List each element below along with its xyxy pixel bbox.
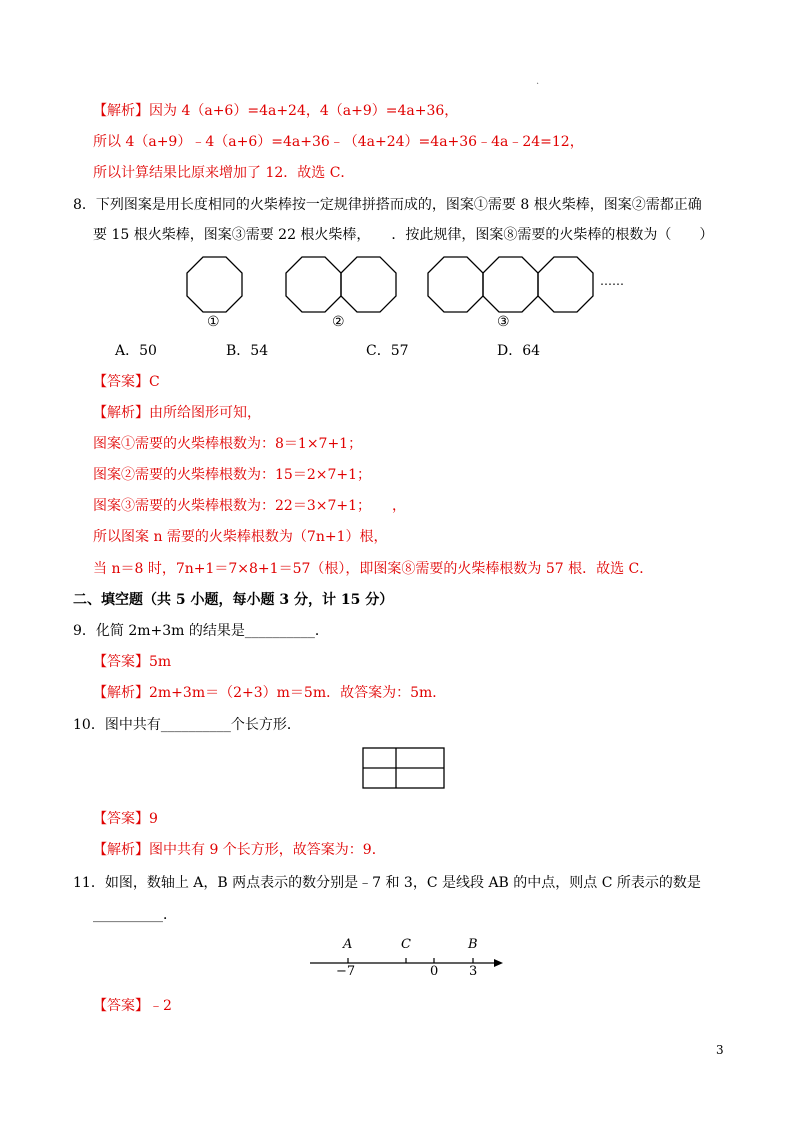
- q11-stem-line1: 11．如图，数轴上 A，B 两点表示的数分别是﹣7 和 3，C 是线段 AB 的中点，则点 C 所表示的数是: [73, 875, 701, 891]
- tick-label-0: 0: [430, 964, 439, 979]
- point-label-b: B: [468, 937, 478, 952]
- q8-analysis-intro-text: 由所给图形可知，: [149, 405, 261, 421]
- q9-analysis: [93, 684, 446, 702]
- q10-answer: [93, 810, 158, 828]
- point-label-c: C: [401, 937, 411, 952]
- answer-tag: 【答案】: [93, 374, 149, 390]
- q10-answer-value: 9: [149, 811, 158, 827]
- q8-octagon-figures: [0, 253, 640, 323]
- q10-stem: 10．图中共有__________个长方形．: [73, 717, 301, 733]
- octagon-3-2: [483, 257, 538, 312]
- q10-rectangle-figure: [361, 746, 451, 792]
- q9-answer: [93, 653, 171, 671]
- q8-figure-label-1: ①: [207, 314, 220, 330]
- octagon-3-1: [428, 257, 483, 312]
- q8-figure-label-3: ③: [497, 314, 510, 330]
- octagon-2-2: [341, 257, 396, 312]
- q7-analysis-text1: 因为 4（a+6）=4a+24，4（a+9）=4a+36，: [149, 103, 459, 119]
- q10-analysis-text: 图中共有 9 个长方形，故答案为：9．: [149, 842, 386, 858]
- section2-title: 二、填空题（共 5 小题，每小题 3 分，计 15 分）: [73, 592, 394, 608]
- q8-stem-line2: 要 15 根火柴棒，图案③需要 22 根火柴棒， ．按此规律，图案⑧需要的火柴棒的根数为（ ）: [93, 227, 714, 243]
- q8-analysis-line4: 所以图案 n 需要的火柴棒根数为（7n+1）根，: [93, 529, 388, 545]
- q7-analysis-line2: 所以 4（a+9）﹣4（a+6）=4a+36﹣（4a+24）=4a+36﹣4a﹣24=12，: [93, 134, 584, 150]
- q8-figure-ellipsis: ……: [600, 274, 624, 288]
- tick-label-3: 3: [469, 964, 478, 979]
- octagon-1-1: [187, 257, 242, 312]
- q8-option-a: A．50: [115, 343, 157, 359]
- q8-stem-line1: 8．下列图案是用长度相同的火柴棒按一定规律拼搭而成的，图案①需要 8 根火柴棒，图案②需都正确: [73, 197, 702, 213]
- analysis-tag: 【解析】: [93, 405, 149, 421]
- q11-stem-line2: __________．: [93, 907, 177, 923]
- q8-option-c: C．57: [366, 343, 409, 359]
- answer-tag: 【答案】: [93, 998, 149, 1014]
- tick-label-neg7: −7: [336, 964, 356, 979]
- q9-answer-value: 5m: [149, 654, 172, 670]
- q8-option-d: D．64: [497, 343, 541, 359]
- q7-analysis-line1: [93, 102, 458, 120]
- axis-arrow: [494, 959, 503, 967]
- q8-analysis-line2: 图案②需要的火柴棒根数为：15＝2×7+1；: [93, 467, 371, 483]
- q10-analysis: [93, 841, 386, 859]
- q8-analysis-line3: 图案③需要的火柴棒根数为：22＝3×7+1； ，: [93, 498, 406, 514]
- analysis-tag: 【解析】: [93, 685, 149, 701]
- analysis-tag: 【解析】: [93, 842, 149, 858]
- octagon-2-1: [286, 257, 341, 312]
- q8-answer-value: C: [149, 374, 160, 390]
- answer-tag: 【答案】: [93, 654, 149, 670]
- analysis-tag: 【解析】: [93, 103, 149, 119]
- q7-analysis-line3: 所以计算结果比原来增加了 12．故选 C．: [93, 165, 355, 181]
- octagon-3-3: [538, 257, 593, 312]
- q8-analysis-line1: 图案①需要的火柴棒根数为：8＝1×7+1；: [93, 436, 363, 452]
- q8-analysis-intro: [93, 404, 261, 422]
- page-dot: .: [536, 76, 540, 87]
- q9-stem: 9．化简 2m+3m 的结果是__________．: [73, 623, 329, 639]
- q8-analysis-line5: 当 n＝8 时，7n+1＝7×8+1＝57（根），即图案⑧需要的火柴棒根数为 57 根．故选 C．: [93, 561, 654, 577]
- q8-option-b: B．54: [226, 343, 269, 359]
- point-label-a: A: [343, 937, 353, 952]
- q11-answer: [93, 997, 172, 1015]
- answer-tag: 【答案】: [93, 811, 149, 827]
- q9-analysis-text: 2m+3m＝（2+3）m＝5m．故答案为：5m．: [149, 685, 447, 701]
- q8-answer: [93, 373, 160, 391]
- q11-answer-value: ﹣2: [149, 998, 172, 1014]
- q8-figure-label-2: ②: [332, 314, 345, 330]
- page-number: 3: [716, 1043, 724, 1057]
